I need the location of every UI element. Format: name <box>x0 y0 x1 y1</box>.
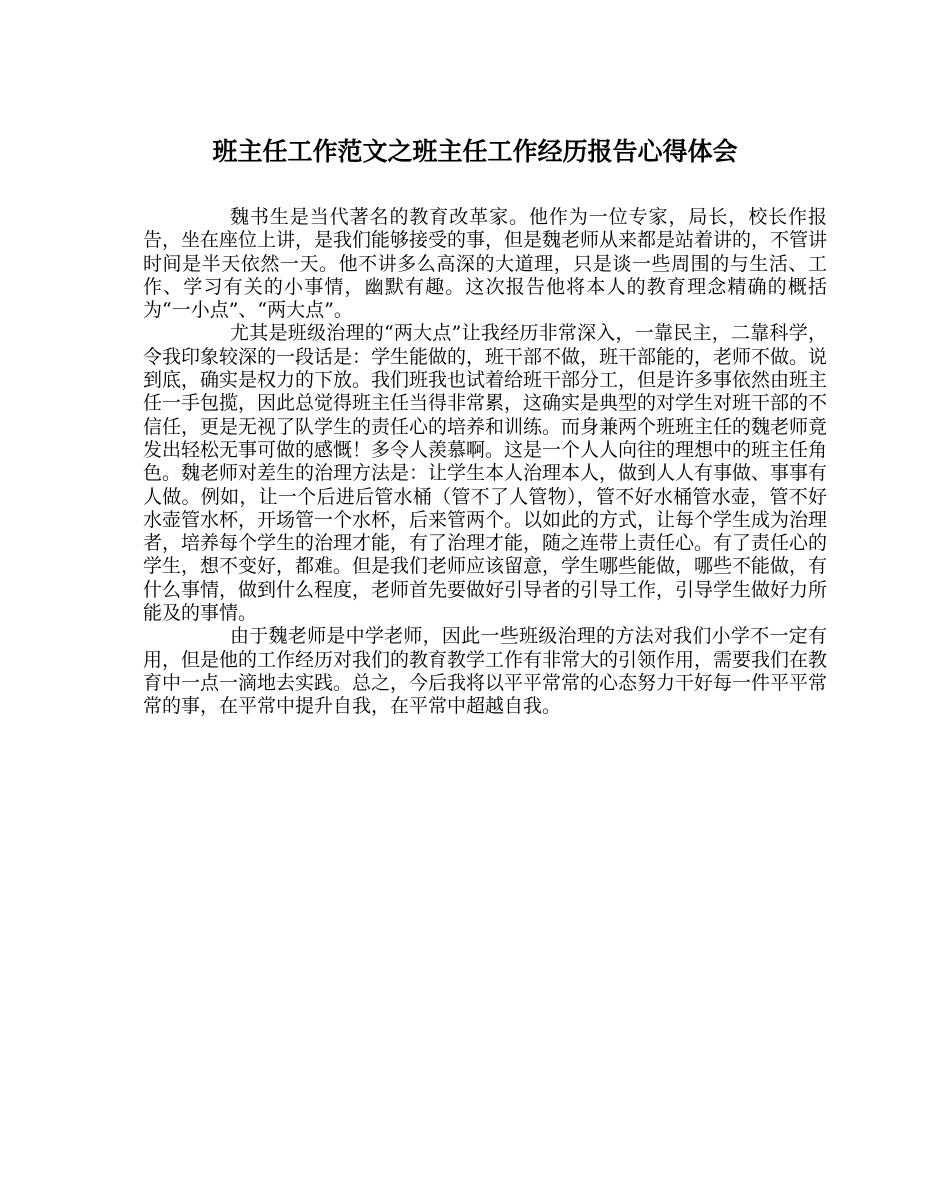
body-paragraph-3: 由于魏老师是中学老师，因此一些班级治理的方法对我们小学不一定有用，但是他的工作经历对我们的教育教学工作有非常大的引领作用，需要我们在教育中一点一滴地去实践。总之，今后我将以平平常常的心态努力干好每一件平平常常的事，在平常中提升自我，在平常中超越自我。 <box>143 625 828 718</box>
document-title: 班主任工作范文之班主任工作经历报告心得体会 <box>212 137 738 166</box>
document-body <box>143 206 827 719</box>
body-paragraph-2: 尤其是班级治理的“两大点”让我经历非常深入，一靠民主，二靠科学，令我印象较深的一段话是：学生能做的，班干部不做，班干部能的，老师不做。说到底，确实是权力的下放。我们班我也试着给班干部分工，但是许多事依然由班主任一手包揽，因此总觉得班主任当得非常累，这确实是典型的对学生对班干部的不信任，更是无视了队学生的责任心的培养和训练。而身兼两个班班主任的魏老师竟发出轻松无事可做的感慨！多令人羡慕啊。这是一个人人向往的理想中的班主任角色。魏老师对差生的治理方法是：让学生本人治理本人，做到人人有事做、事事有人做。例如，让一个后进后管水桶（管不了人管物），管不好水桶管水壶，管不好水壶管水杯，开场管一个水杯，后来管两个。以如此的方式，让每个学生成为治理者，培养每个学生的治理才能，有了治理才能，随之连带上责任心。有了责任心的学生，想不变好，都难。但是我们老师应该留意，学生哪些能做，哪些不能做，有什么事情，做到什么程度，老师首先要做好引导者的引导工作，引导学生做好力所能及的事情。 <box>143 322 828 625</box>
body-paragraph-1: 魏书生是当代著名的教育改革家。他作为一位专家，局长，校长作报告，坐在座位上讲，是我们能够接受的事，但是魏老师从来都是站着讲的，不管讲时间是半天依然一天。他不讲多么高深的大道理，只是谈一些周围的与生活、工作、学习有关的小事情，幽默有趣。这次报告他将本人的教育理念精确的概括为“一小点”、“两大点”。 <box>143 206 828 322</box>
